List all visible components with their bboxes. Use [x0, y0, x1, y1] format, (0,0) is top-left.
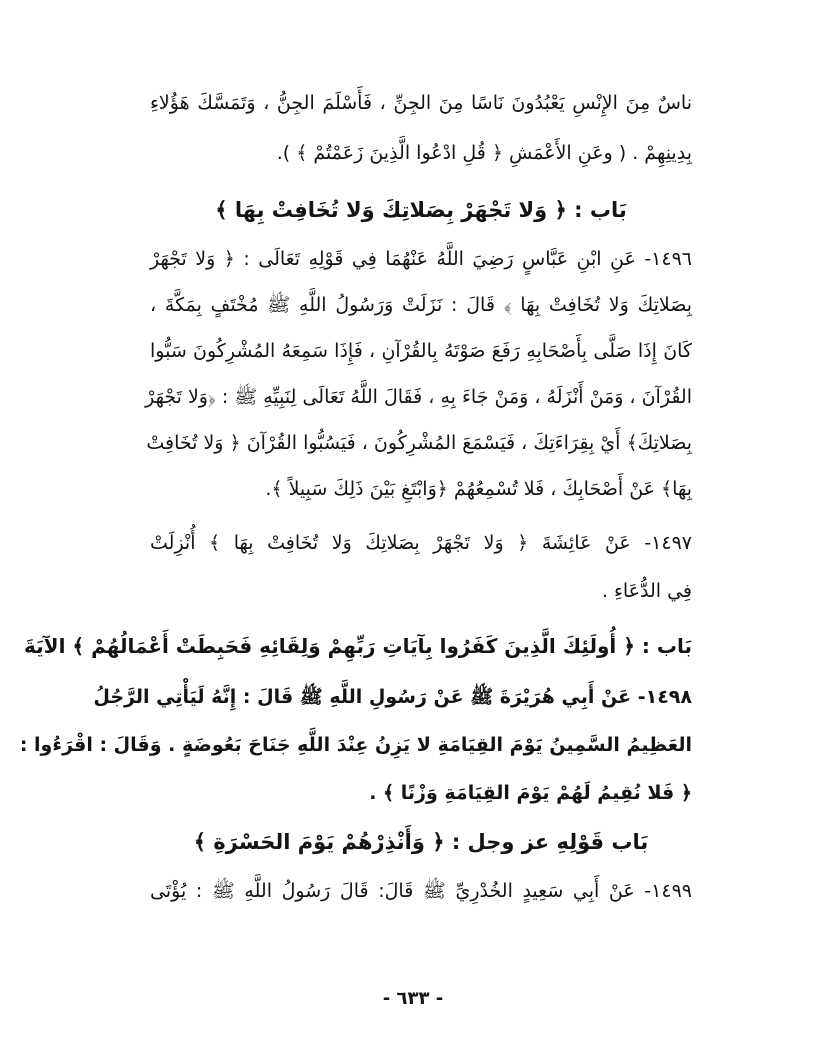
hadith-1497-line-2: فِي الدُّعَاءِ . — [601, 580, 692, 602]
text-line-2: بِدِينِهِمْ . ( وعَنِ الأَعْمَشِ ﴿ قُلِ ادْعُوا الَّذِينَ زَعَمْتُمْ ﴾ ). — [276, 142, 692, 164]
hadith-1496-line-4: القُرْآنَ ، وَمَنْ أَنْزَلَهُ ، وَمَنْ جَاءَ بِهِ ، فَقَالَ اللَّهُ تَعَالَى لِنَبِيِّهِ ﷺ : ﴿وَلا تَجْهَرْ — [145, 386, 692, 408]
text-line-1: ناسٌ مِنَ الإِنْسِ يَعْبُدُونَ نَاسًا مِنَ الجِنِّ ، فَأَسْلَمَ الجِنُّ ، وَتَمَسَّكَ هَؤُلاءِ — [150, 92, 692, 114]
hadith-1498-line-3: ﴿ فَلا نُقِيمُ لَهُمْ يَوْمَ القِيَامَةِ وَزْنًا ﴾ . — [369, 782, 692, 804]
chapter-heading-2: بَاب : ﴿ أُولَئِكَ الَّذِينَ كَفَرُوا بِآيَاتِ رَبِّهِمْ وَلِقَائِهِ فَحَبِطَتْ أَعْمَالُهُمْ ﴾ الآيَةَ — [24, 634, 692, 658]
hadith-1496-line-6: بِهَا﴾ عَنْ أَصْحَابِكَ ، فَلا تُسْمِعُهُمْ ﴿وَابْتَغِ بَيْنَ ذَلِكَ سَبِيلاً ﴾. — [265, 478, 692, 500]
hadith-1498-line-2: العَظِيمُ السَّمِينُ يَوْمَ القِيَامَةِ لا يَزِنُ عِنْدَ اللَّهِ جَنَاحَ بَعُوضَةٍ . وَقَالَ : اقْرَءُوا : — [19, 734, 692, 756]
hadith-1498-line-1: ١٤٩٨- عَنْ أَبِي هُرَيْرَةَ ﷺ عَنْ رَسُولِ اللَّهِ ﷺ قَالَ : إِنَّهُ لَيَأْتِي الرَّجُلُ — [93, 686, 692, 708]
hadith-1496-line-1: ١٤٩٦- عَنِ ابْنِ عَبَّاسٍ رَضِيَ اللَّهُ عَنْهُمَا فِي قَوْلِهِ تَعَالَى : ﴿ وَلا تَجْهَرْ — [150, 248, 692, 270]
hadith-1496-line-5: بِصَلاتِكَ﴾ أَيْ بِقِرَاءَتِكَ ، فَيَسْمَعَ المُشْرِكُونَ ، فَيَسُبُّوا القُرْآنَ ﴿ وَلا تُخَافِتْ — [146, 432, 692, 454]
hadith-1496-line-3: كَانَ إِذَا صَلَّى بِأَصْحَابِهِ رَفَعَ صَوْتَهُ بِالقُرْآنِ ، فَإِذَا سَمِعَهُ المُشْرِكُونَ سَبُّوا — [150, 340, 692, 362]
hadith-1499-line-1: ١٤٩٩- عَنْ أَبِي سَعِيدٍ الخُدْرِيِّ ﷺ قَالَ: قَالَ رَسُولُ اللَّهِ ﷺ : يُؤْتَى — [150, 880, 692, 902]
chapter-heading-1: بَاب : ﴿ وَلا تَجْهَرْ بِصَلاتِكَ وَلا تُخَافِتْ بِهَا ﴾ — [215, 198, 627, 222]
hadith-1497-line-1: ١٤٩٧- عَنْ عَائِشَةَ ﴿ وَلا تَجْهَرْ بِصَلاتِكَ وَلا تُخَافِتْ بِهَا ﴾ أُنْزِلَتْ — [150, 532, 692, 554]
page-number: - ٦٣٣ - — [382, 988, 444, 1009]
hadith-1496-line-2: بِصَلاتِكَ وَلا تُخَافِتْ بِهَا ﴾ قَالَ : نَزَلَتْ وَرَسُولُ اللَّهِ ﷺ مُخْتَفٍ بِمَكَّةَ ، — [150, 294, 692, 316]
chapter-heading-3: بَاب قَوْلِهِ عز وجل : ﴿ وَأَنْذِرْهُمْ يَوْمَ الحَسْرَةِ ﴾ — [193, 830, 649, 854]
